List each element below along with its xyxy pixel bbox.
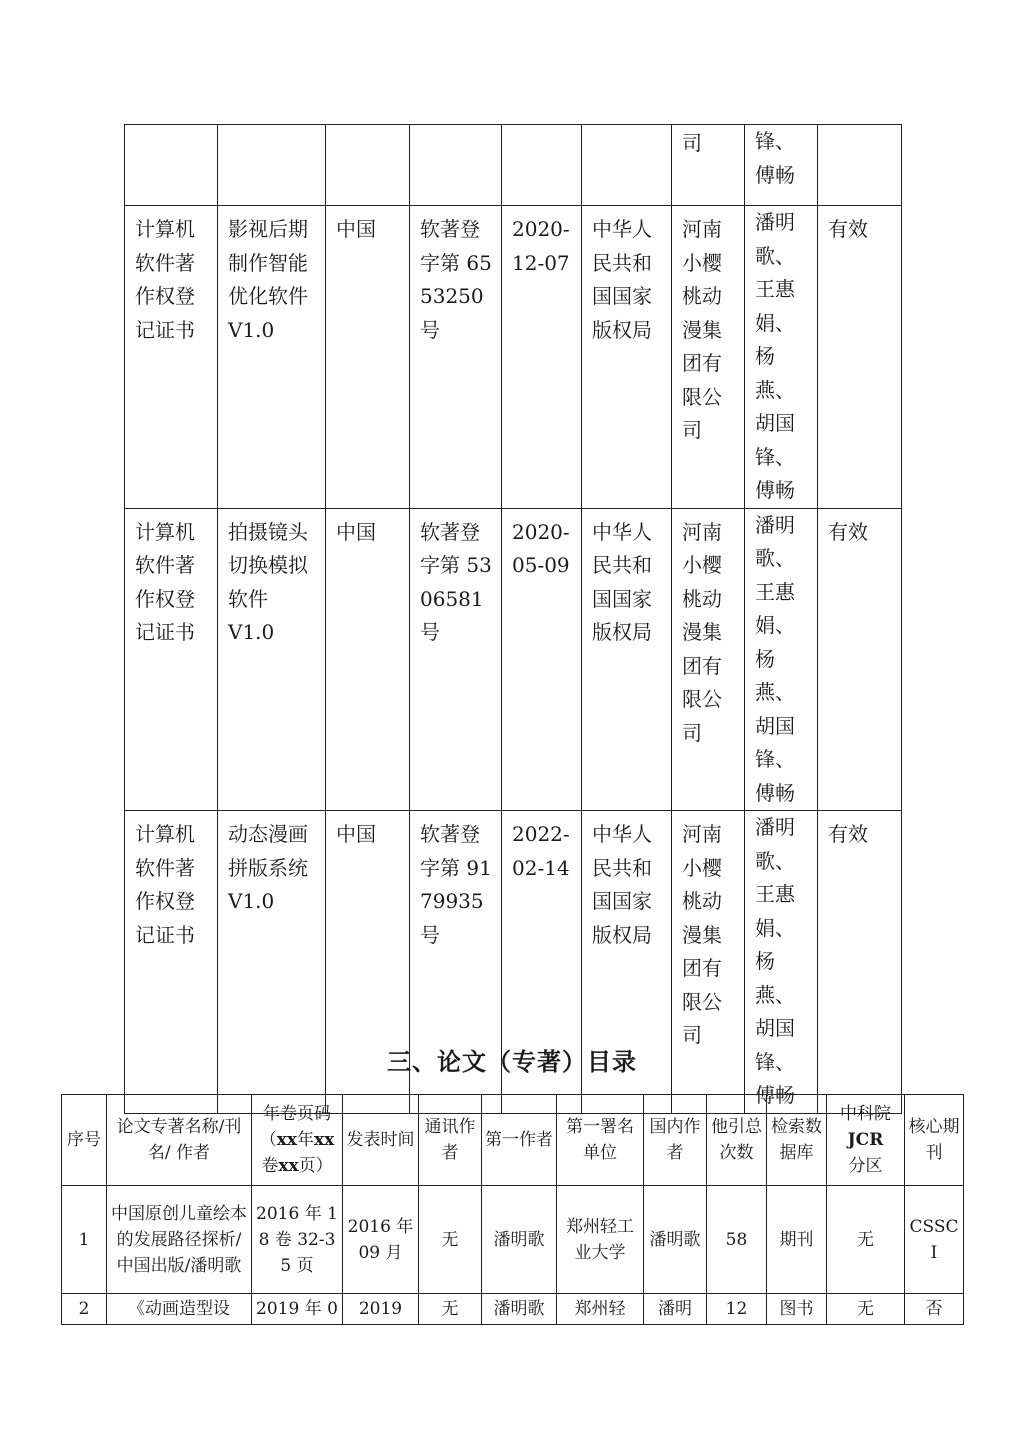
header-first-unit: 第一署名单位 — [557, 1095, 644, 1186]
header-volume-text-5: 卷 — [261, 1156, 279, 1176]
volume-cell: 2016 年 18 卷 32-35 页 — [252, 1186, 343, 1294]
issuer-cell: 中华人民共和国国家版权局 — [582, 811, 672, 1114]
header-cas-text-1: 中科院 — [840, 1104, 891, 1124]
date-cell — [343, 1294, 419, 1325]
table-row — [62, 1294, 964, 1325]
cas-cell — [827, 1294, 905, 1325]
owner-cell: 河南小樱桃动漫集团有限公司 — [672, 206, 745, 509]
no-text: 2 — [78, 1299, 90, 1319]
corresponding-cell: 无 — [419, 1186, 482, 1294]
cas-cell: 无 — [827, 1186, 905, 1294]
papers-table — [61, 1094, 964, 1325]
core-cell — [905, 1294, 964, 1325]
header-cas — [827, 1095, 905, 1186]
issuer-cell: 中华人民共和国国家版权局 — [582, 508, 672, 811]
section-heading: 三、论文（专著）目录 — [387, 1048, 637, 1076]
reg-date-cell: 2020-12-07 — [502, 206, 582, 509]
date-text: 2019 — [358, 1299, 403, 1319]
volume-text: 2019 年 0 — [256, 1299, 338, 1319]
title-text: 《动画造型设 — [128, 1299, 230, 1319]
country-cell: 中国 — [326, 811, 410, 1114]
status-cell: 有效 — [818, 811, 902, 1114]
table-header-row — [62, 1095, 964, 1186]
authors-cell: 潘明歌、王惠娟、杨燕、胡国锋、傅畅 — [745, 811, 818, 1114]
header-first-author: 第一作者 — [482, 1095, 557, 1186]
title-cell — [107, 1294, 252, 1325]
header-core: 核心期刊 — [905, 1095, 964, 1186]
database-text: 图书 — [779, 1299, 814, 1319]
no-cell — [62, 1294, 107, 1325]
header-corresponding: 通讯作者 — [419, 1095, 482, 1186]
domestic-cell — [644, 1294, 707, 1325]
authors-cell: 潘明歌、王惠娟、杨燕、胡国锋、傅畅 — [745, 508, 818, 811]
first-author-cell: 潘明歌 — [482, 1186, 557, 1294]
table-row — [62, 1186, 964, 1294]
date-cell: 2016 年 09 月 — [343, 1186, 419, 1294]
header-volume-text-2: xx — [276, 1130, 297, 1150]
volume-cell — [252, 1294, 343, 1325]
country-cell — [326, 125, 410, 206]
reg-number-cell: 软著登字第 9179935 号 — [410, 811, 502, 1114]
reg-date-cell — [502, 125, 582, 206]
country-cell: 中国 — [326, 508, 410, 811]
header-volume-text-4: xx — [314, 1130, 335, 1150]
citations-text: 12 — [725, 1299, 748, 1319]
header-volume-text-1: 年卷页码（ — [259, 1104, 331, 1150]
header-date: 发表时间 — [343, 1095, 419, 1186]
corresponding-cell — [419, 1294, 482, 1325]
cert-type-cell: 计算机软件著作权登记证书 — [125, 508, 218, 811]
table-row — [125, 508, 902, 811]
header-database: 检索数据库 — [767, 1095, 827, 1186]
title-cell: 中国原创儿童绘本的发展路径探析/中国出版/潘明歌 — [107, 1186, 252, 1294]
cert-type-cell — [125, 125, 218, 206]
reg-number-cell: 软著登字第 6553250 号 — [410, 206, 502, 509]
country-cell: 中国 — [326, 206, 410, 509]
table-row — [125, 125, 902, 206]
header-domestic: 国内作者 — [644, 1095, 707, 1186]
issuer-cell: 中华人民共和国国家版权局 — [582, 206, 672, 509]
core-cell: CSSCI — [905, 1186, 964, 1294]
domestic-cell: 潘明歌 — [644, 1186, 707, 1294]
first-author-text: 潘明歌 — [493, 1299, 545, 1319]
software-name-cell: 拍摄镜头切换模拟软件 V1.0 — [218, 508, 326, 811]
header-volume-text-7: 页） — [298, 1156, 333, 1176]
first-author-cell — [482, 1294, 557, 1325]
software-name-cell: 影视后期制作智能优化软件 V1.0 — [218, 206, 326, 509]
core-text: 否 — [925, 1299, 943, 1319]
database-cell: 期刊 — [767, 1186, 827, 1294]
domestic-text: 潘明 — [658, 1299, 692, 1319]
status-cell: 有效 — [818, 508, 902, 811]
software-copyright-table — [124, 124, 902, 1114]
first-unit-cell: 郑州轻工业大学 — [557, 1186, 644, 1294]
reg-number-cell: 软著登字第 5306581 号 — [410, 508, 502, 811]
authors-cell: 潘明歌、王惠娟、杨燕、胡国锋、傅畅 — [745, 206, 818, 509]
corresponding-text: 无 — [441, 1299, 459, 1319]
cas-text: 无 — [857, 1299, 874, 1319]
status-cell: 有效 — [818, 206, 902, 509]
header-title: 论文专著名称/刊名/ 作者 — [107, 1095, 252, 1186]
header-cas-text-2: JCR — [847, 1130, 884, 1150]
first-unit-text: 郑州轻 — [574, 1299, 626, 1319]
status-cell — [818, 125, 902, 206]
header-volume-text-3: 年 — [297, 1130, 314, 1150]
cert-type-cell: 计算机软件著作权登记证书 — [125, 206, 218, 509]
first-unit-cell — [557, 1294, 644, 1325]
header-citations: 他引总次数 — [707, 1095, 767, 1186]
database-cell — [767, 1294, 827, 1325]
citations-cell: 58 — [707, 1186, 767, 1294]
cert-type-cell: 计算机软件著作权登记证书 — [125, 811, 218, 1114]
header-cas-text-3: 分区 — [848, 1156, 883, 1176]
header-no: 序号 — [62, 1095, 107, 1186]
owner-cell: 河南小樱桃动漫集团有限公司 — [672, 811, 745, 1114]
header-volume-text-6: xx — [278, 1156, 299, 1176]
citations-cell — [707, 1294, 767, 1325]
no-cell: 1 — [62, 1186, 107, 1294]
owner-cell: 司 — [672, 125, 745, 206]
owner-cell: 河南小樱桃动漫集团有限公司 — [672, 508, 745, 811]
issuer-cell — [582, 125, 672, 206]
header-volume — [252, 1095, 343, 1186]
table-row — [125, 206, 902, 509]
reg-date-cell: 2022-02-14 — [502, 811, 582, 1114]
software-name-cell — [218, 125, 326, 206]
reg-date-cell: 2020-05-09 — [502, 508, 582, 811]
authors-cell: 锋、傅畅 — [745, 125, 818, 206]
reg-number-cell — [410, 125, 502, 206]
software-name-cell: 动态漫画拼版系统 V1.0 — [218, 811, 326, 1114]
